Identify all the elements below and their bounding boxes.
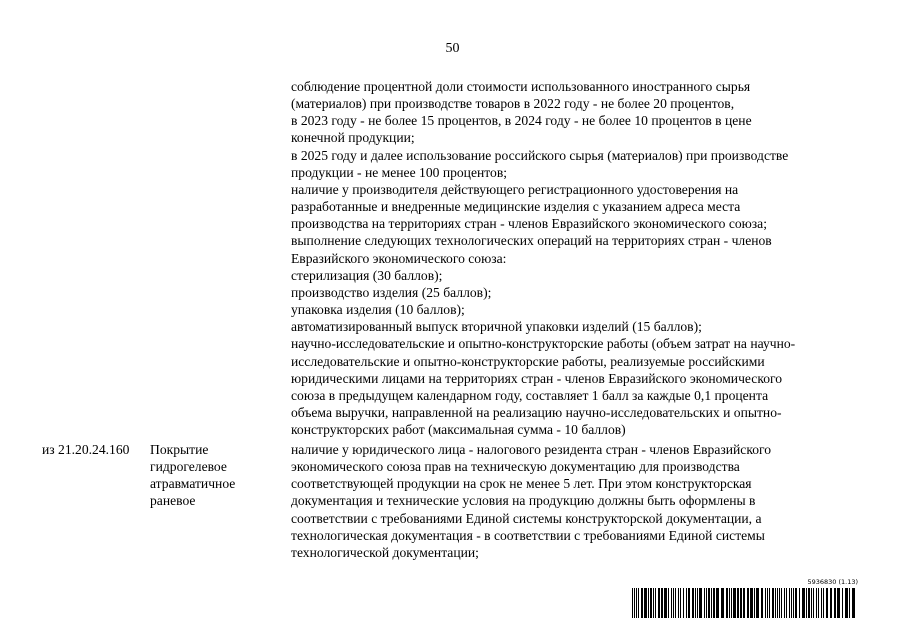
product-name-line: гидрогелевое (150, 459, 227, 475)
text-line: наличие у производителя действующего регистрационного удостоверения на (291, 181, 739, 197)
text-line: документация и технические условия на продукцию должны быть оформлены в (291, 493, 756, 509)
barcode-icon (632, 588, 858, 618)
text-line: (материалов) при производстве товаров в 2022 году - не более 20 процентов, (291, 96, 735, 112)
text-line: конструкторских работ (максимальная сумма - 10 баллов) (291, 422, 626, 438)
text-line: технологической документации; (291, 544, 479, 560)
text-line: производства на территориях стран - членов Евразийского экономического союза; (291, 216, 767, 232)
text-line: упаковка изделия (10 баллов); (291, 302, 465, 318)
page-number: 50 (445, 41, 460, 56)
text-line: Евразийского экономического союза: (291, 250, 507, 266)
text-line: научно-исследовательские и опытно-конструкторские работы (объем затрат на научно- (291, 336, 796, 352)
product-name-line: атравматичное (150, 476, 236, 492)
text-line: стерилизация (30 баллов); (291, 267, 443, 283)
product-requirements (291, 441, 871, 561)
product-name (150, 441, 280, 510)
text-line: экономического союза прав на техническую документацию для производства (291, 459, 740, 475)
text-line: союза в предыдущем календарном году, составляет 1 балл за каждые 0,1 процента (291, 387, 769, 403)
product-code: из 21.20.24.160 (42, 442, 130, 457)
text-line: продукции - не менее 100 процентов; (291, 164, 508, 180)
product-name-line: раневое (150, 493, 196, 509)
barcode-block (632, 578, 858, 618)
text-line: в 2025 году и далее использование российского сырья (материалов) при производстве (291, 147, 789, 163)
requirements-block (291, 78, 871, 438)
text-line: в 2023 году - не более 15 процентов, в 2024 году - не более 10 процентов в цене (291, 113, 752, 129)
text-line: автоматизированный выпуск вторичной упаковки изделий (15 баллов); (291, 319, 702, 335)
text-line: соответствующей продукции на срок не менее 5 лет. При этом конструкторская (291, 476, 752, 492)
product-name-line: Покрытие (150, 442, 209, 457)
text-line: соответствии с требованиями Единой системы конструкторской документации, а (291, 510, 762, 526)
text-line: исследовательские и опытно-конструкторские работы, реализуемые российскими (291, 353, 765, 369)
text-line: объема выручки, направленной на реализацию научно-исследовательских и опытно- (291, 404, 782, 420)
text-line: соблюдение процентной доли стоимости использованного иностранного сырья (291, 79, 751, 94)
text-line: выполнение следующих технологических операций на территориях стран - членов (291, 233, 772, 249)
text-line: юридическими лицами на территориях стран - членов Евразийского экономического (291, 370, 783, 386)
text-line: производство изделия (25 баллов); (291, 284, 492, 300)
text-line: конечной продукции; (291, 130, 415, 146)
text-line: разработанные и внедренные медицинские изделия с указанием адреса места (291, 199, 741, 215)
barcode-label: 5936830 (1.13) (807, 578, 858, 586)
text-line: технологическая документация - в соответствии с требованиями Единой системы (291, 527, 765, 543)
text-line: наличие у юридического лица - налогового резидента стран - членов Евразийского (291, 442, 772, 457)
